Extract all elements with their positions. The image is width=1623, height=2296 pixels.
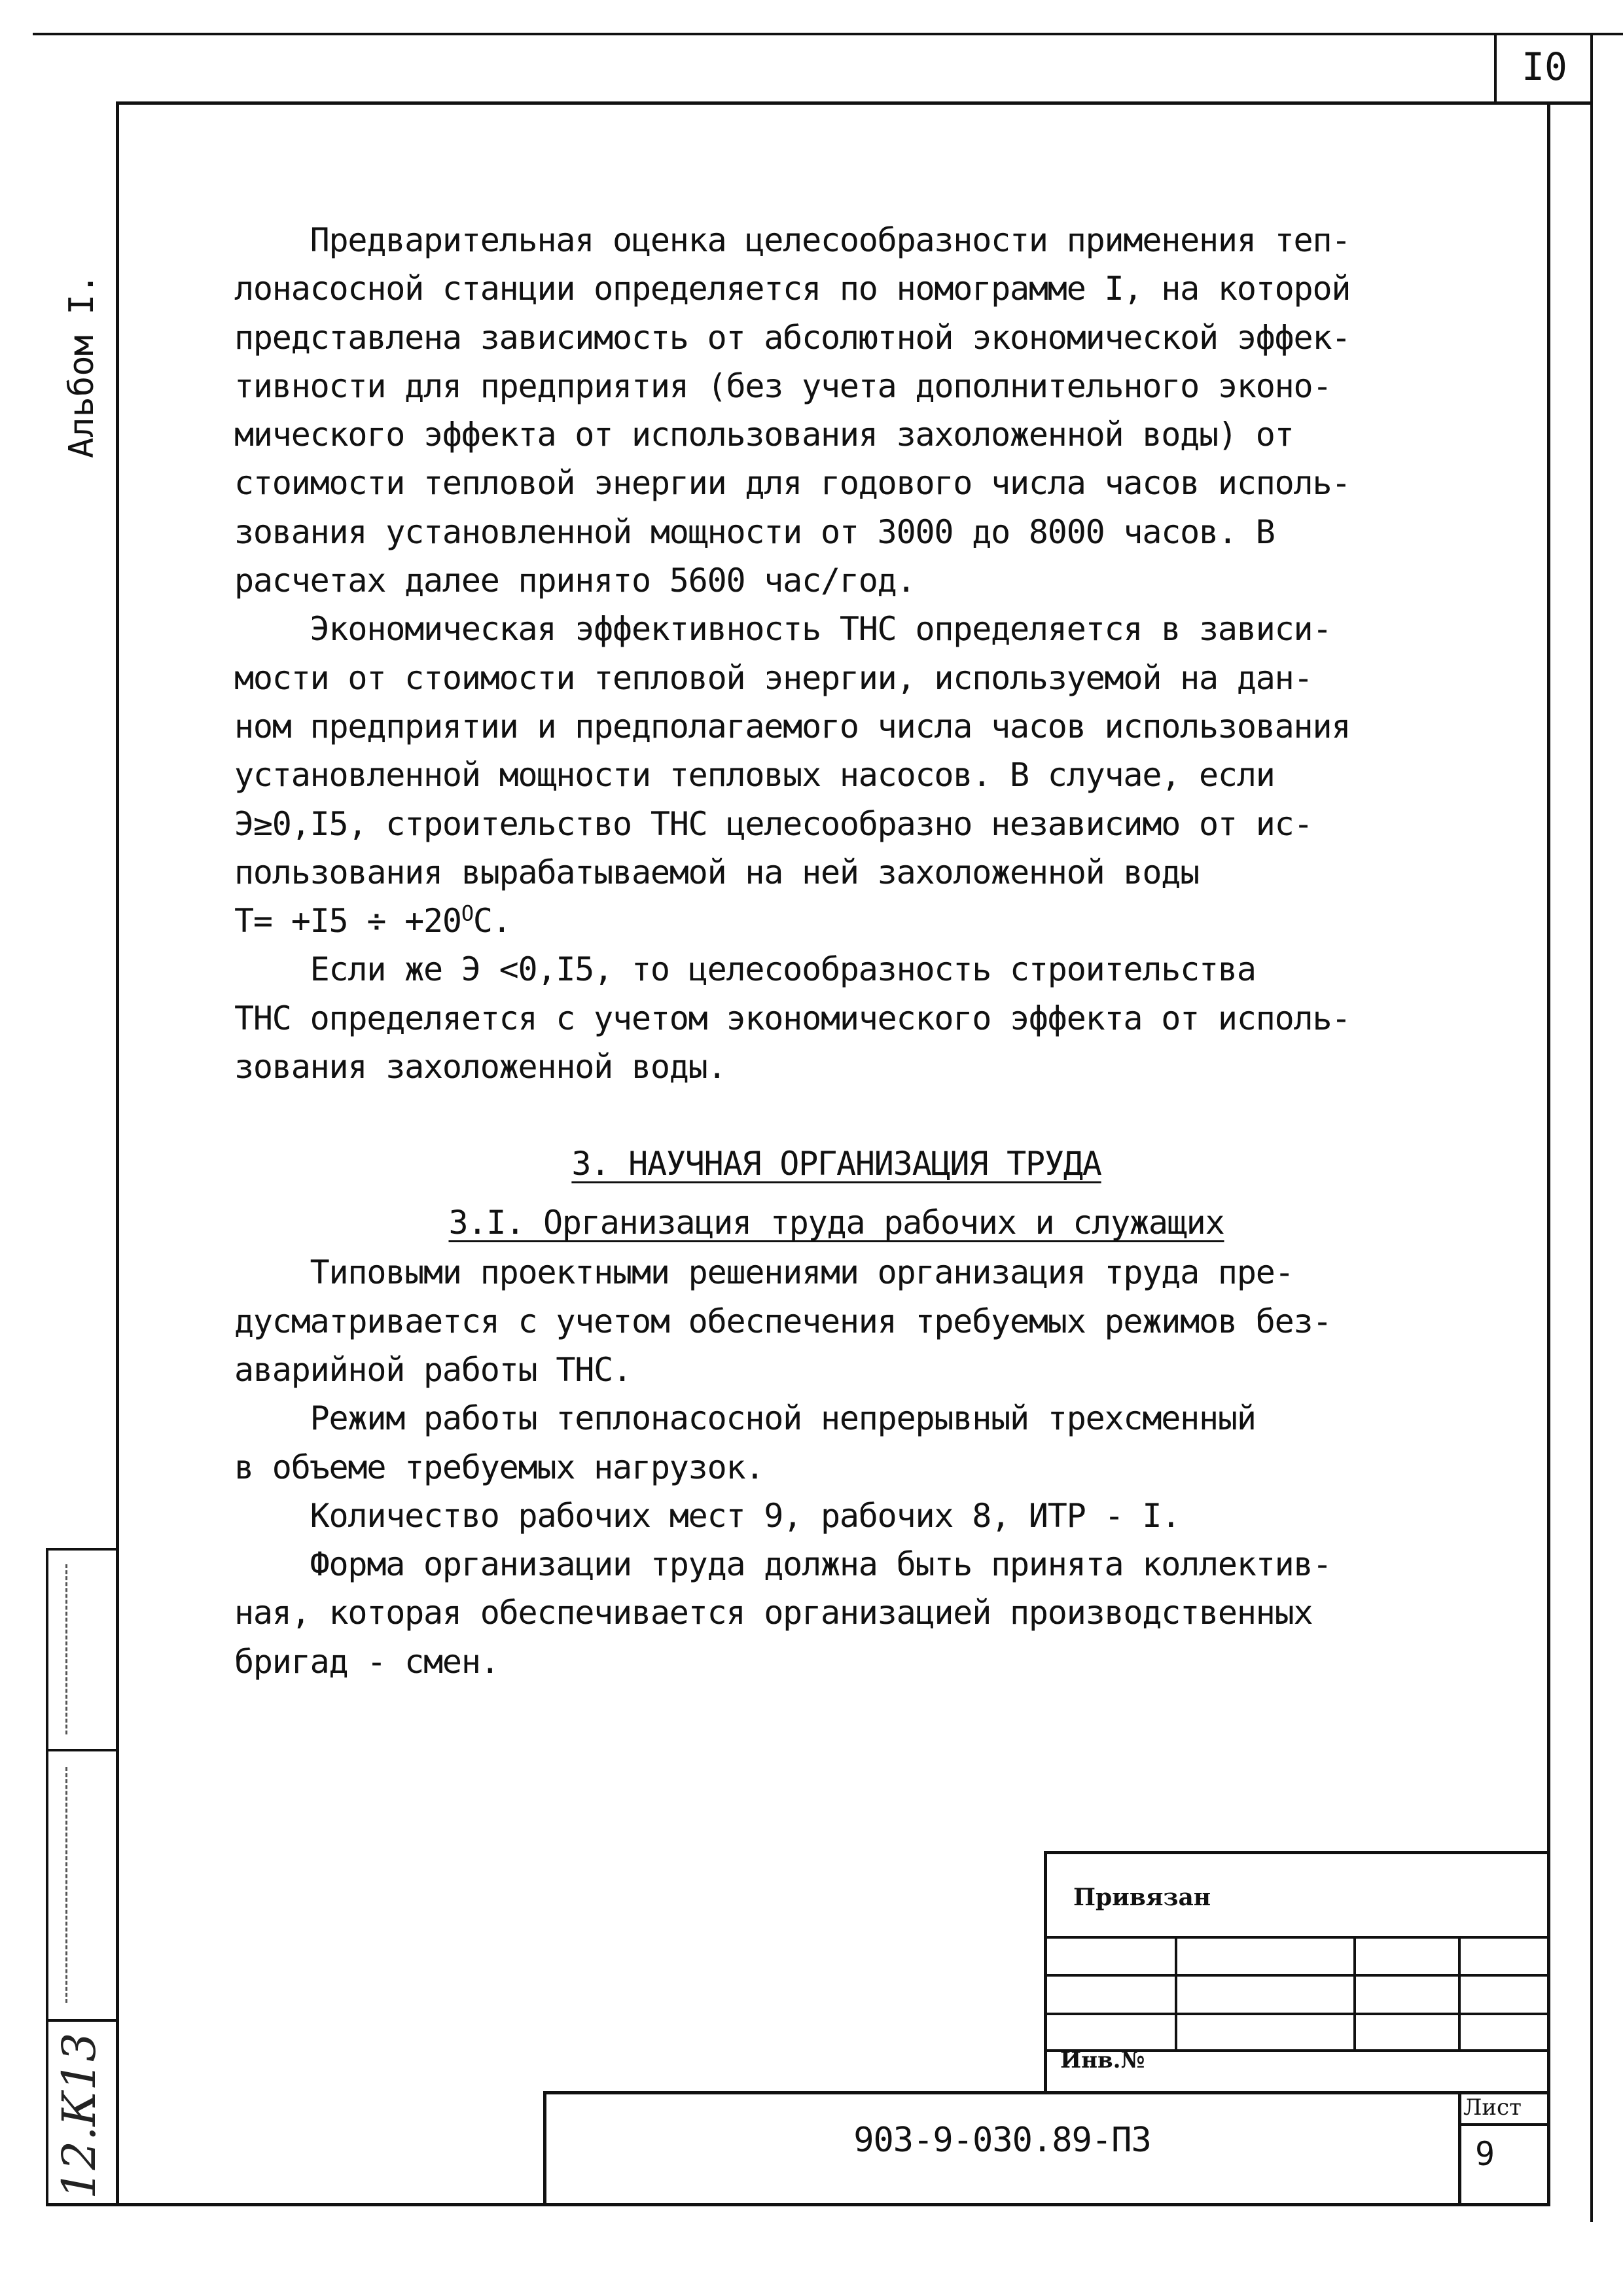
- subsection-heading: 3.I. Организация труда рабочих и служащих: [448, 1204, 1224, 1242]
- text-line: ная, которая обеспечивается организацией производственных: [234, 1594, 1313, 1632]
- text-line: в объеме требуемых нагрузок.: [234, 1448, 764, 1486]
- text-line: стоимости тепловой энергии для годового числа часов исполь-: [234, 464, 1351, 503]
- text-line: расчетах далее принято 5600 час/год.: [234, 562, 916, 600]
- stamp-row-1: [1044, 1936, 1550, 1939]
- text-line: аварийной работы ТНС.: [234, 1350, 632, 1389]
- paragraph-block-2: [234, 945, 1438, 1091]
- sheet-col: [1458, 2091, 1461, 2206]
- text-line: мости от стоимости тепловой энергии, используемой на дан-: [234, 658, 1313, 697]
- frame-right: [1547, 101, 1550, 2206]
- text-line: Предварительная оценка целесообразности применения теп-: [234, 221, 1351, 259]
- text-line: пользования вырабатываемой на ней захоложенной воды: [234, 853, 1200, 891]
- page-box-left: [1494, 33, 1497, 103]
- strip-row-2: [46, 1749, 119, 1751]
- stamp-row-3: [1044, 2013, 1550, 2015]
- page-box-bottom: [118, 101, 1593, 105]
- top-rule: [33, 33, 1623, 35]
- title-top: [543, 2091, 1550, 2094]
- sheet-number: 9: [1475, 2135, 1495, 2173]
- stamp-col-3: [1458, 1936, 1461, 2052]
- strip-left: [46, 1548, 48, 2206]
- spacer: [234, 1091, 1438, 1139]
- text-line: Экономическая эффективность ТНС определяется в зависи-: [234, 610, 1332, 649]
- text-line: Режим работы теплонасосной непрерывный трехсменный: [234, 1399, 1256, 1438]
- stamp-row-2: [1044, 1974, 1550, 1977]
- sheet-label: Лист: [1463, 2094, 1522, 2121]
- text-line: Если же Э <0,I5, то целесообразность строительства: [234, 950, 1256, 989]
- document-body: [234, 216, 1438, 1686]
- text-line: бригад - смен.: [234, 1642, 499, 1681]
- sheet-divider: [1458, 2123, 1550, 2126]
- text-line: Типовыми проектными решениями организация труда пре-: [234, 1253, 1294, 1292]
- text-line: дусматривается с учетом обеспечения требуемых режимов без-: [234, 1302, 1332, 1340]
- frame-left: [116, 101, 119, 2206]
- paragraph-block-1: [234, 216, 1438, 945]
- page-number-top: I0: [1522, 45, 1567, 89]
- temperature-line: $T= +I5 \div +20^OC$.: [234, 901, 511, 941]
- paragraph-block-3: [234, 1248, 1438, 1686]
- text-line: Э≥0,I5, строительство ТНС целесообразно независимо от ис-: [234, 804, 1313, 843]
- stamp-privyazan: Привязан: [1073, 1884, 1211, 1911]
- page-box-right: [1590, 33, 1593, 103]
- strip-dashed-2: [65, 1767, 67, 2003]
- strip-dashed-1: [65, 1564, 67, 1734]
- album-label: Альбом I.: [62, 274, 101, 458]
- frame-bottom: [46, 2203, 1550, 2206]
- stamp-inv-no: Инв.№: [1060, 2047, 1145, 2073]
- text-line: Количество рабочих мест 9, рабочих 8, ИТР - I.: [234, 1496, 1181, 1535]
- strip-row-1: [46, 1548, 119, 1551]
- stamp-col-1: [1175, 1936, 1177, 2052]
- strip-row-3: [46, 2019, 119, 2022]
- text-line: ном предприятии и предполагаемого числа часов использования: [234, 707, 1351, 745]
- handwritten-note: 12.К13: [52, 2032, 106, 2199]
- text-line: представлена зависимость от абсолютной экономической эффек-: [234, 318, 1351, 357]
- text-line: мического эффекта от использования захоложенной воды) от: [234, 416, 1294, 454]
- text-line: лонасосной станции определяется по номограмме I, на которой: [234, 270, 1351, 308]
- doc-code: 903-9-030.89-ПЗ: [853, 2121, 1151, 2160]
- stamp-left: [1044, 1851, 1047, 2093]
- text-line: тивности для предприятия (без учета дополнительного эконо-: [234, 367, 1332, 405]
- text-line: установленной мощности тепловых насосов. В случае, если: [234, 756, 1275, 795]
- text-line: зования захоложенной воды.: [234, 1048, 726, 1086]
- outer-right-rule: [1590, 101, 1593, 2222]
- section-heading: 3. НАУЧНАЯ ОРГАНИЗАЦИЯ ТРУДА: [571, 1145, 1101, 1183]
- text-line: ТНС определяется с учетом экономического эффекта от исполь-: [234, 999, 1351, 1037]
- text-line: зования установленной мощности от 3000 до 8000 часов. В: [234, 512, 1275, 551]
- stamp-top: [1044, 1851, 1550, 1854]
- text-line: Форма организации труда должна быть принята коллектив-: [234, 1545, 1332, 1584]
- stamp-col-2: [1353, 1936, 1356, 2052]
